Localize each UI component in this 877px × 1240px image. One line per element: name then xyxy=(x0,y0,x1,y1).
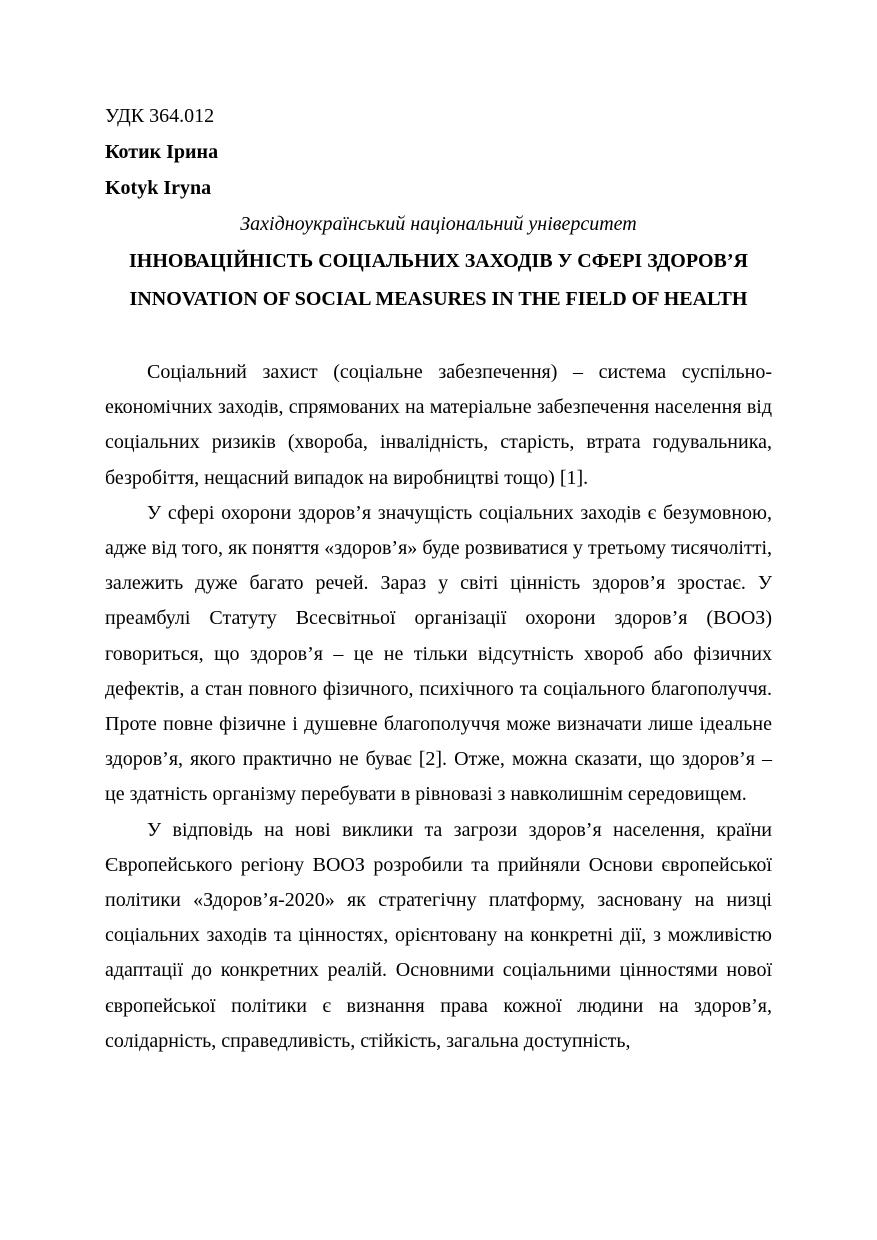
title-ua: ІННОВАЦІЙНІСТЬ СОЦІАЛЬНИХ ЗАХОДІВ У СФЕРІ ЗДОРОВ’Я xyxy=(129,250,748,272)
body-paragraph-2: У сфері охорони здоров’я значущість соціальних заходів є безумовною, адже від того, як поняття «здоров’я» буде розвиватися у третьому тисячолітті, залежить дуже багато речей. Зараз у світі цінність здоров’я зростає. У преамбулі Статуту Всесвітньої організації охорони здоров’я (ВООЗ) говориться, що здоров’я – це не тільки відсутність хвороб або фізичних дефектів, а стан повного фізичного, психічного та соціального благополуччя. Проте повне фізичне і душевне благополуччя може визначати лише ідеальне здоров’я, якого практично не буває [2]. Отже, можна сказати, що здоров’я – це здатність організму перебувати в рівновазі з навколишнім середовищем. xyxy=(105,501,772,806)
body-paragraph-1: Соціальний захист (соціальне забезпечення) – система суспільно-економічних заходів, спрямованих на матеріальне забезпечення населення від соціальних ризиків (хвороба, інвалідність, старість, втрата годувальника, безробіття, нещасний випадок на виробництві тощо) [1]. xyxy=(105,361,772,489)
body-paragraph-3: У відповідь на нові виклики та загрози здоров’я населення, країни Європейського регіону ВООЗ розробили та прийняли Основи європейської політики «Здоров’я-2020» як стратегічну платформу, засновану на низці соціальних заходів та цінностях, орієнтовану на конкретні дії, з можливістю адаптації до конкретних реалій. Основними соціальними цінностями нової європейської політики є визнання права кожної людини на здоров’я, солідарність, справедливість, стійкість, загальна доступність, xyxy=(105,818,772,1052)
author-name-ua: Котик Ірина xyxy=(105,141,219,163)
title-gap xyxy=(105,318,772,355)
affiliation: Західноукраїнський національний університет xyxy=(240,213,637,235)
udk-code: УДК 364.012 xyxy=(105,105,215,127)
title-en: INNOVATION OF SOCIAL MEASURES IN THE FIELD OF HEALTH xyxy=(129,288,748,310)
document-page xyxy=(105,98,772,1059)
author-name-en: Kotyk Iryna xyxy=(105,177,212,199)
